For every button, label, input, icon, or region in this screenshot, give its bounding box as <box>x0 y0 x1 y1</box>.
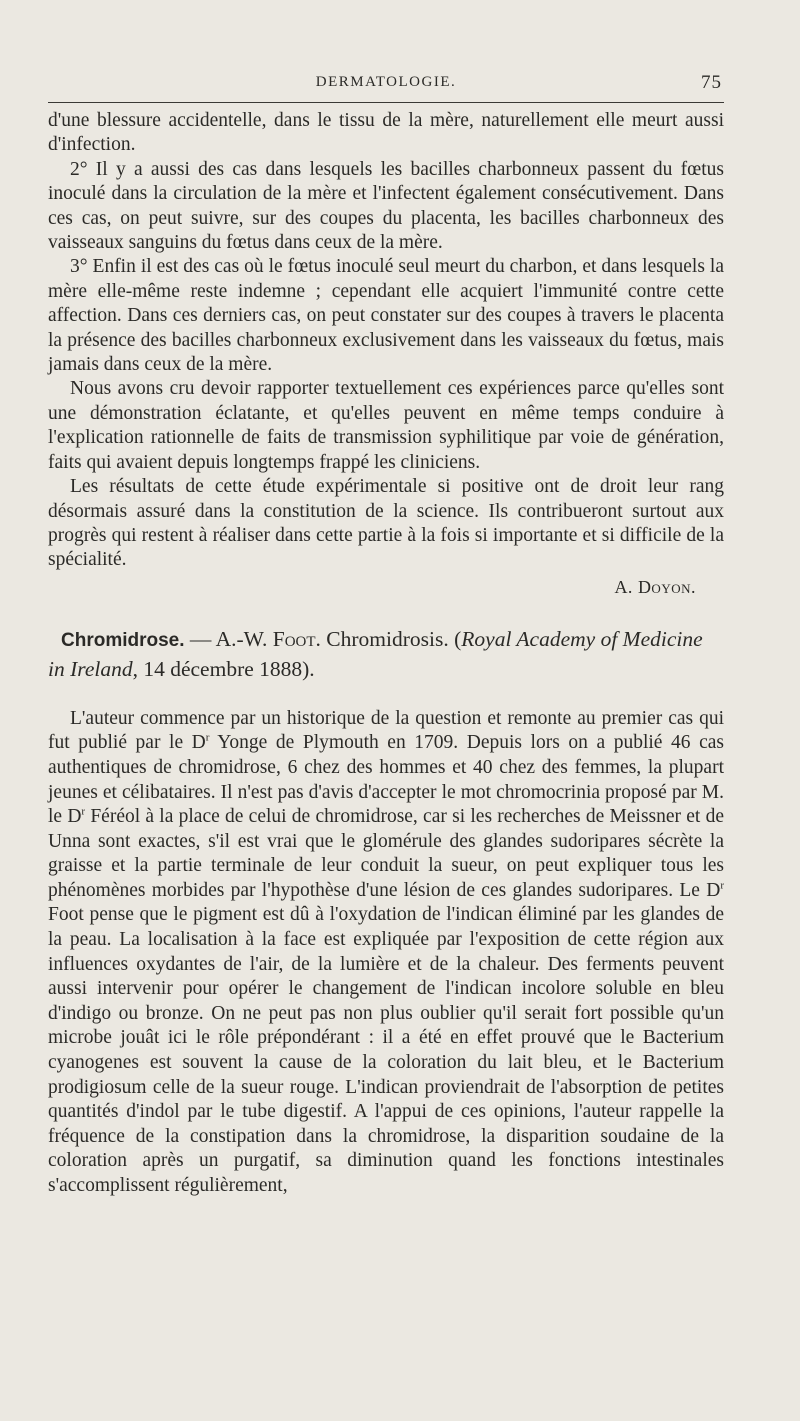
signature-initial: A. <box>614 576 638 597</box>
paragraph-commentary: Nous avons cru devoir rapporter textuellement ces expériences parce qu'elles sont une démonstration éclatante, et qu'elles peuvent en même temps conduire à l'explication rationnelle de faits de transmission syphilitique par voie de génération, faits qui avaient depuis longtemps frappé les cliniciens. <box>48 378 724 473</box>
running-title: DERMATOLOGIE. <box>315 74 457 90</box>
text-run: L'auteur commence par un historique de la question et remonte au premier cas qui fut publié par le D <box>48 707 724 754</box>
paragraph-case-2: 2° Il y a aussi des cas dans lesquels les bacilles charbonneux passent du fœtus inoculé dans la circulation de la mère et l'infectent également consécutivement. Dans ces cas, on peut suivre, sur des coupes du placenta, les bacilles charbonneux des vaisseaux sanguins du fœtus dans ceux de la mère. <box>48 158 724 254</box>
heading-title: . Chromidrosis. ( <box>315 626 462 651</box>
review-doyon <box>48 109 724 599</box>
article-head-word: Chromidrose. <box>61 629 185 651</box>
text-run: Yonge de Plymouth en 1709. Depuis lors on a publié 46 cas authentiques de chromidrose, 6 chez des hommes et 40 chez des femmes, la plupart jeunes et célibataires. Il n'est pas d'avis d'accepter le mot chromocrinia proposé par M. le D <box>48 732 724 828</box>
signature <box>48 575 696 599</box>
heading-date: , 14 décembre 1888). <box>132 656 315 681</box>
text-run: Féréol à la place de celui de chromidrose, car si les recherches de Meissner et de Unna sont exactes, s'il est vrai que le glomérule des glandes sudoripares sécrète la graisse et la partie terminale de leur conduit la sueur, on peut expliquer tous les phénomènes morbides par l'hypothèse d'une lésion de ces glandes sudoripares. Le D <box>48 806 724 901</box>
superscript-r: r <box>205 731 210 744</box>
heading-journal: Royal Academy of Medicine in Ireland <box>48 626 703 681</box>
superscript-r: r <box>720 879 724 892</box>
signature-name: Doyon. <box>637 576 696 597</box>
paragraph-chromidrose <box>48 707 724 1199</box>
paragraph-conclusion: Les résultats de cette étude expérimentale si positive ont de droit leur rang désormais assuré dans la constitution de la science. Ils contribueront surtout aux progrès qui restent à réaliser dans cette partie à la fois si importante et si difficile de la spécialité. <box>48 476 724 571</box>
page-header <box>48 70 724 100</box>
text-run: Foot pense que le pigment est dû à l'oxydation de l'indican éliminé par les glandes de la peau. La localisation à la face est expliquée par l'exposition de cette région aux influences oxydantes de l'air, de la lumière et de la chaleur. Des ferments peuvent aussi intervenir pour opérer le changement de l'indican incolore soluble en bleu d'indigo ou bronze. On ne peut pas non plus oublier qu'il serait fort possible qu'un microbe jouât ici le rôle prépondérant : il a été en effet prouvé que le Bacterium cyanogenes est souvent la cause de la coloration du lait bleu, et le Bacterium prodigiosum celle de la sueur rouge. L'indican proviendrait de l'absorption de petites quantités d'indol par le tube digestif. A l'appui de ces opinions, l'auteur rappelle la fréquence de la constipation dans la chromidrose, la disparition soudaine de la coloration après un purgatif, sa diminution quand les fonctions intestinales s'accomplissent régulièrement, <box>48 904 724 1196</box>
header-rule <box>48 102 724 103</box>
paragraph-continuation: d'une blessure accidentelle, dans le tissu de la mère, naturellement elle meurt aussi d'infection. <box>48 110 724 156</box>
review-foot <box>48 707 724 1199</box>
heading-author-initials: — A.-W. <box>184 626 273 651</box>
book-page <box>48 70 724 1199</box>
page-number: 75 <box>701 72 722 93</box>
superscript-r: r <box>81 805 86 818</box>
heading-author-surname: Foot <box>272 626 316 651</box>
article-heading <box>48 625 724 683</box>
paragraph-case-3: 3° Enfin il est des cas où le fœtus inoculé seul meurt du charbon, et dans lesquels la mère elle-même reste indemne ; cependant elle acquiert l'immunité contre cette affection. Dans ces derniers cas, on peut constater sur des coupes à travers le placenta la présence des bacilles charbonneux exclusivement dans les vaisseaux du fœtus, mais jamais dans ceux de la mère. <box>48 256 724 376</box>
